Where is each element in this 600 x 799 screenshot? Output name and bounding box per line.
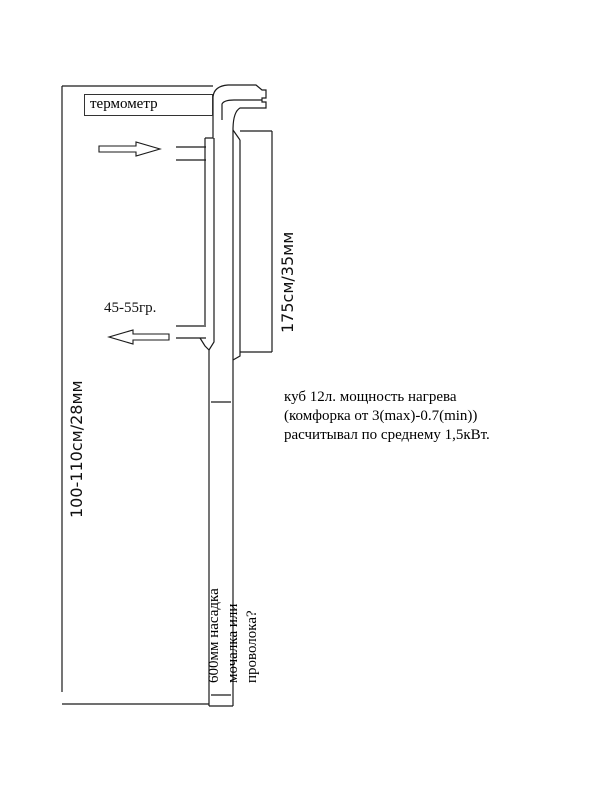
outlet-jacket-joint [200, 338, 209, 350]
column-head [213, 85, 266, 130]
column-height-label: 100-110см/28мм [67, 380, 86, 518]
packing-note-line-1: 600мм насадка [206, 588, 222, 683]
jacket-inner-tube-left [209, 138, 214, 350]
heating-note-line-3: расчитывал по среднему 1,5кВт. [284, 427, 490, 443]
jacket-outer-right [233, 140, 240, 360]
jacket-outer-right-top [233, 130, 240, 140]
thermometer-label: термометр [90, 96, 158, 112]
heating-note-line-2: (комфорка от 3(max)-0.7(min)) [284, 408, 478, 424]
inlet-arrow [99, 142, 160, 156]
coolant-outlet-spigot [176, 326, 206, 338]
head-inner-bend [222, 100, 262, 120]
jacket-outer-left-upper [205, 120, 213, 138]
jacket-length-label: 175см/35мм [278, 231, 297, 333]
coolant-inlet-spigot [176, 147, 206, 160]
thermometer-label-box [84, 94, 213, 116]
outlet-arrow [109, 330, 169, 344]
heating-note-line-1: куб 12л. мощность нагрева [284, 389, 457, 405]
packing-note [205, 588, 262, 683]
packing-note-line-3: проволока? [244, 610, 260, 683]
packing-note-line-2: мочалка или [225, 603, 241, 683]
heating-notes [284, 388, 490, 445]
outlet-temperature-label: 45-55гр. [104, 300, 157, 316]
